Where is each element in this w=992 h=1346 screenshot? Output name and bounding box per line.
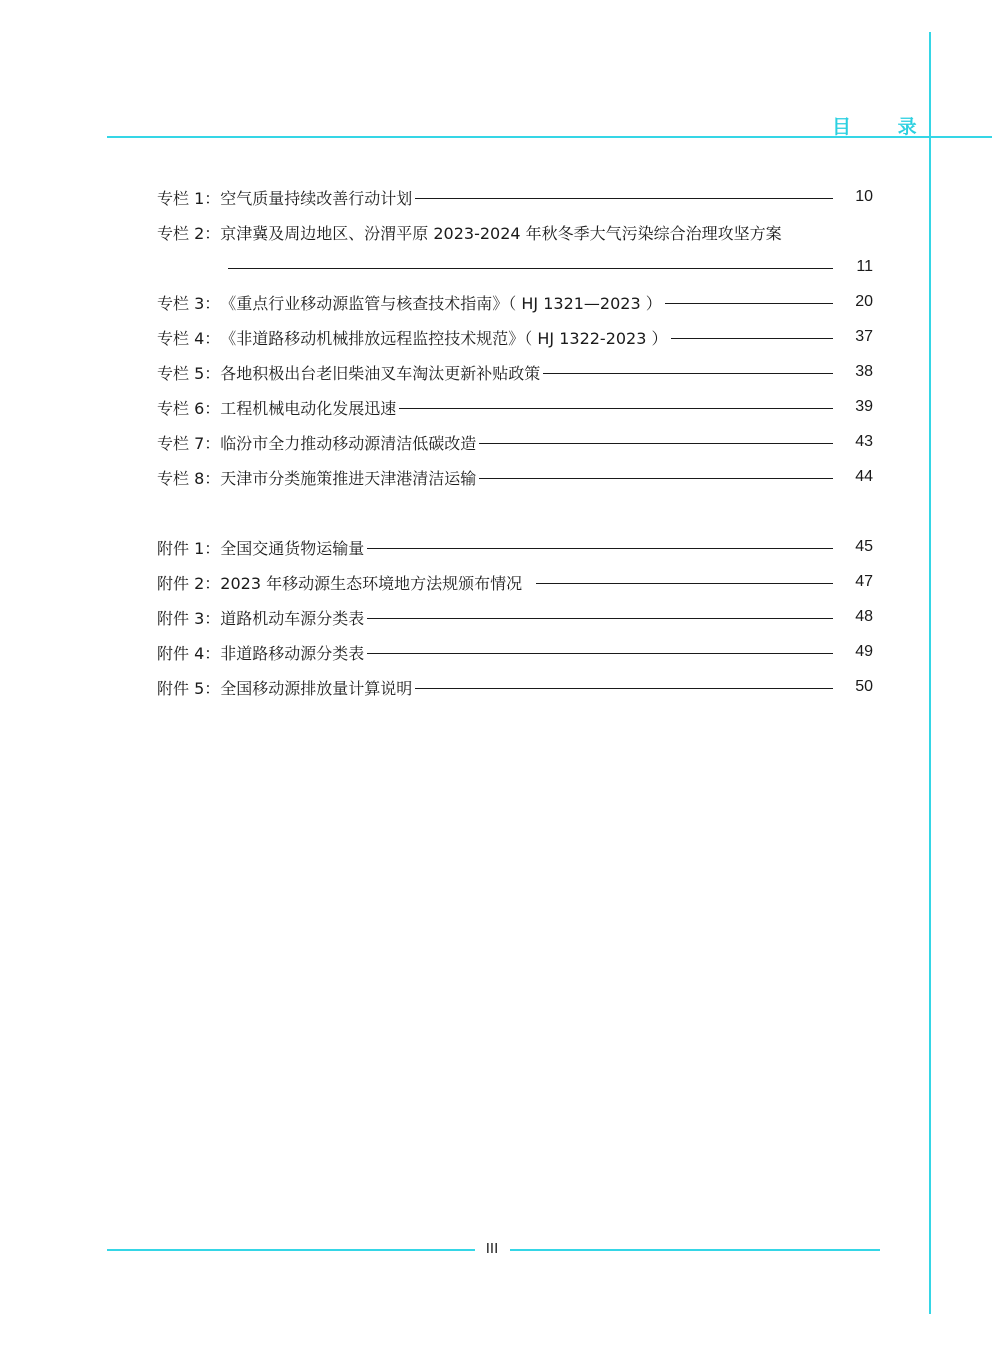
leader-line <box>228 268 833 269</box>
entry-page: 47 <box>855 573 873 590</box>
toc-entry-appendix-4[interactable] <box>157 639 873 665</box>
entry-page: 45 <box>855 538 873 555</box>
entry-title: 临汾市全力推动移动源清洁低碳改造 <box>220 433 477 453</box>
toc-entry-column-2[interactable] <box>157 219 873 245</box>
entry-page: 37 <box>855 328 873 345</box>
entry-page: 48 <box>855 608 873 625</box>
entry-title: 2023 年移动源生态环境地方法规颁布情况 <box>220 573 523 593</box>
entry-title: 空气质量持续改善行动计划 <box>220 188 413 208</box>
entry-label: 专栏 3： <box>157 293 221 313</box>
entry-page: 11 <box>856 258 873 275</box>
entry-label: 专栏 6： <box>157 398 221 418</box>
leader-line <box>479 443 833 444</box>
entry-page: 50 <box>855 678 873 695</box>
entry-title: 全国交通货物运输量 <box>220 538 365 558</box>
entry-title: 天津市分类施策推进天津港清洁运输 <box>220 468 477 488</box>
entry-label: 附件 5： <box>157 678 221 698</box>
leader-line <box>671 338 833 339</box>
entry-label: 附件 3： <box>157 608 221 628</box>
entry-label: 附件 4： <box>157 643 221 663</box>
toc-entry-column-7[interactable] <box>157 429 873 455</box>
toc-entry-column-4[interactable] <box>157 324 873 350</box>
leader-line <box>367 618 833 619</box>
entry-label: 专栏 4： <box>157 328 221 348</box>
entry-page: 39 <box>855 398 873 415</box>
entry-page: 43 <box>855 433 873 450</box>
toc-entry-appendix-2[interactable] <box>157 569 873 595</box>
entry-title: 全国移动源排放量计算说明 <box>220 678 413 698</box>
toc-entry-column-1[interactable] <box>157 184 873 210</box>
entry-page: 38 <box>855 363 873 380</box>
leader-line <box>543 373 833 374</box>
entry-page: 10 <box>855 188 873 205</box>
toc-entry-column-3[interactable] <box>157 289 873 315</box>
entry-label: 专栏 8： <box>157 468 221 488</box>
toc-entry-column-5[interactable] <box>157 359 873 385</box>
entry-title: 《非道路移动机械排放远程监控技术规范》（ HJ 1322-2023 ） <box>220 328 668 348</box>
entry-title: 道路机动车源分类表 <box>220 608 365 628</box>
leader-line <box>415 688 833 689</box>
toc-entry-column-2-continuation[interactable] <box>228 254 873 280</box>
toc-entry-appendix-3[interactable] <box>157 604 873 630</box>
entry-label: 专栏 2： <box>157 223 221 243</box>
entry-label: 专栏 7： <box>157 433 221 453</box>
toc-entry-column-6[interactable] <box>157 394 873 420</box>
entry-title: 京津冀及周边地区、汾渭平原 2023-2024 年秋冬季大气污染综合治理攻坚方案 <box>220 223 782 243</box>
leader-line <box>415 198 833 199</box>
leader-line <box>399 408 833 409</box>
leader-line <box>665 303 833 304</box>
toc-entry-column-8[interactable] <box>157 464 873 490</box>
footer-page-number: III <box>485 1240 499 1257</box>
entry-title: 非道路移动源分类表 <box>220 643 365 663</box>
right-margin-rule <box>929 32 931 1314</box>
toc-entry-appendix-1[interactable] <box>157 534 873 560</box>
page-title: 目 录 <box>832 116 937 138</box>
footer-rule-left <box>107 1249 475 1251</box>
entry-page: 49 <box>855 643 873 660</box>
entry-label: 专栏 5： <box>157 363 221 383</box>
entry-label: 专栏 1： <box>157 188 221 208</box>
entry-label: 附件 1： <box>157 538 221 558</box>
entry-label: 附件 2： <box>157 573 221 593</box>
toc-entry-appendix-5[interactable] <box>157 674 873 700</box>
entry-title: 工程机械电动化发展迅速 <box>220 398 397 418</box>
leader-line <box>536 583 833 584</box>
leader-line <box>367 653 833 654</box>
entry-title: 各地积极出台老旧柴油叉车淘汰更新补贴政策 <box>220 363 541 383</box>
leader-line <box>367 548 833 549</box>
entry-page: 44 <box>855 468 873 485</box>
footer-rule-right <box>510 1249 880 1251</box>
entry-title: 《重点行业移动源监管与核查技术指南》（ HJ 1321—2023 ） <box>220 293 662 313</box>
entry-page: 20 <box>855 293 873 310</box>
leader-line <box>479 478 833 479</box>
